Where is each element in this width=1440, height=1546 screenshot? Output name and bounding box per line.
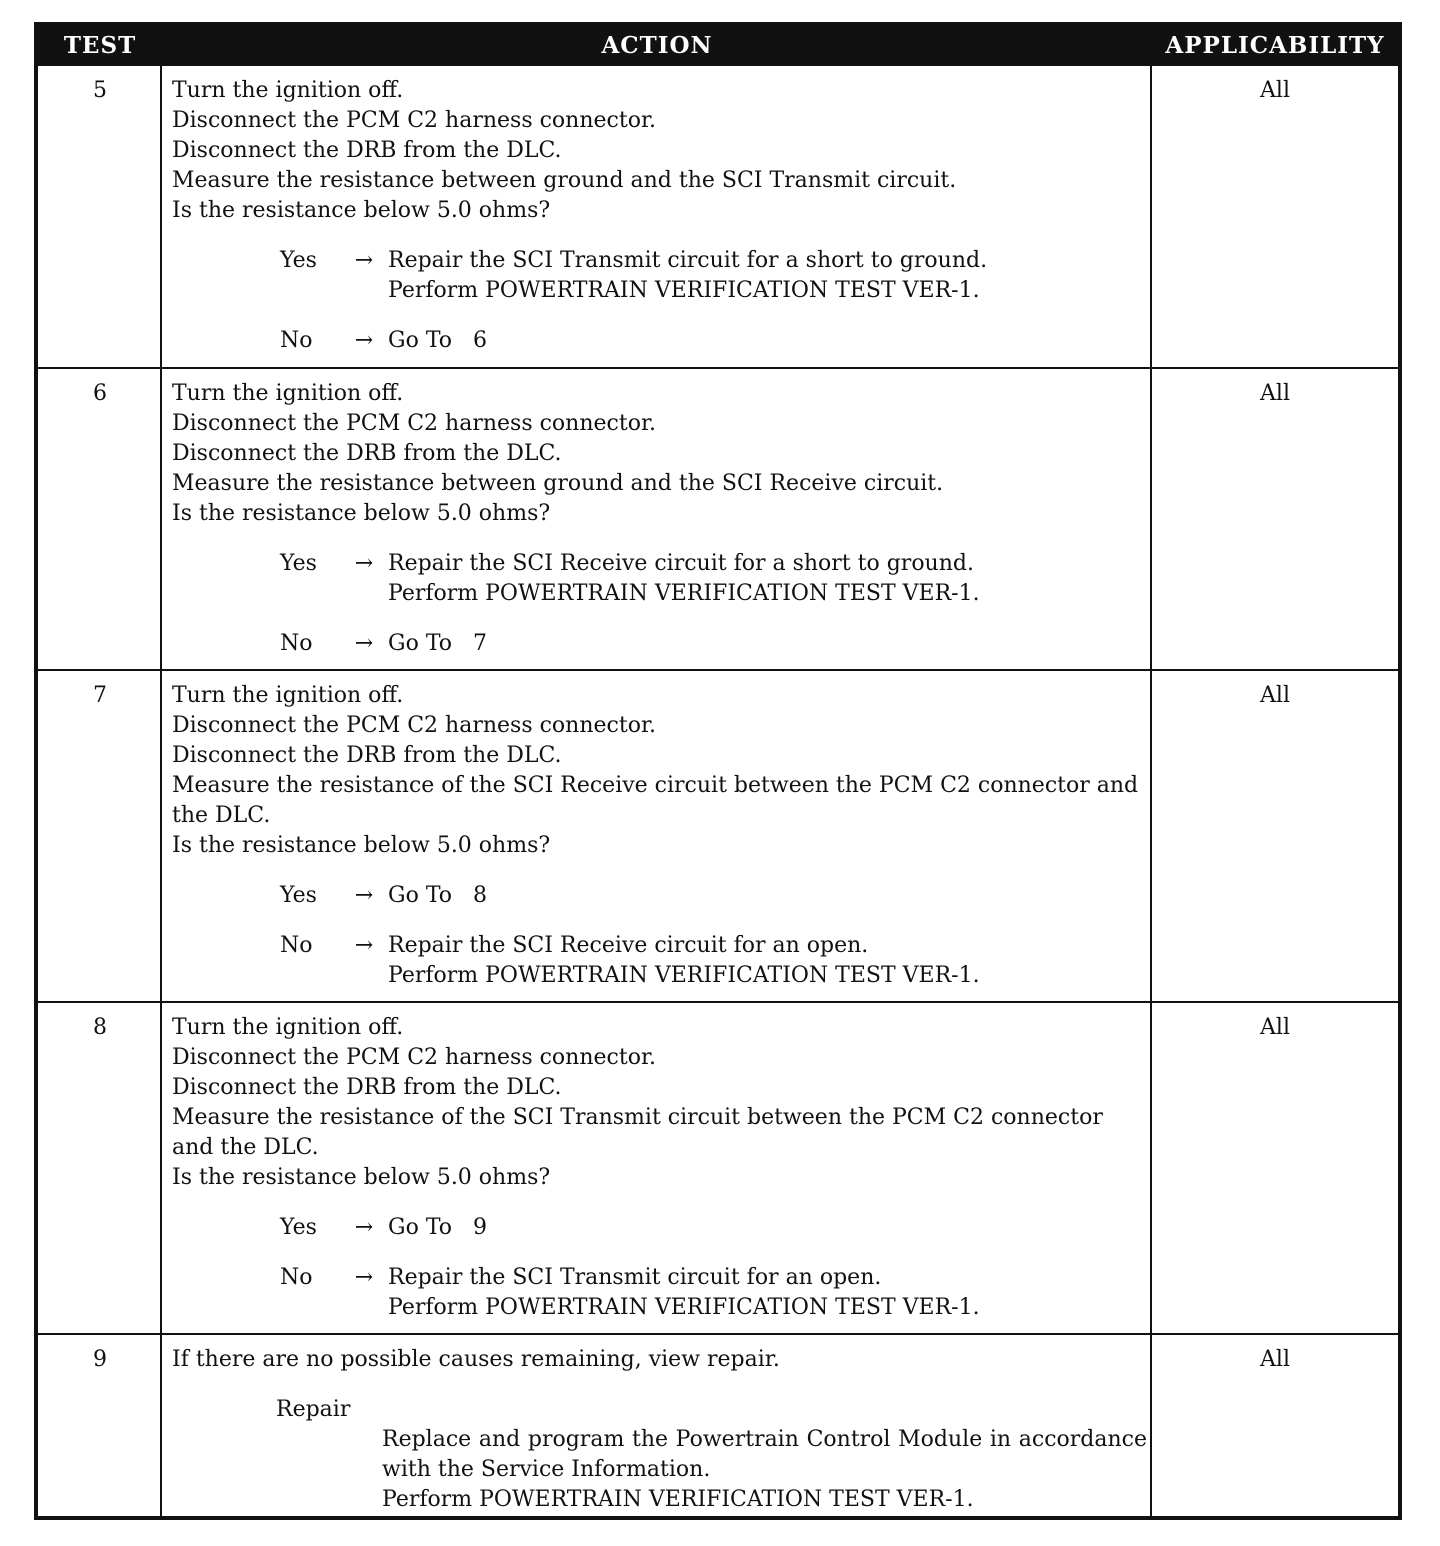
test-number: 9 xyxy=(93,1347,107,1372)
no-result xyxy=(172,1263,1147,1323)
no-label: No xyxy=(280,631,313,656)
step-line: Is the resistance below 5.0 ohms? xyxy=(172,833,551,858)
table-row-test-8 xyxy=(38,1001,1398,1333)
header-applicability: APPLICABILITY xyxy=(1165,32,1385,59)
yes-label: Yes xyxy=(280,551,317,576)
table-row-test-9 xyxy=(38,1333,1398,1516)
step-line: Turn the ignition off. xyxy=(172,683,404,708)
applicability-value: All xyxy=(1260,381,1290,406)
step-line: Is the resistance below 5.0 ohms? xyxy=(172,501,551,526)
applicability-value: All xyxy=(1260,1015,1290,1040)
no-result xyxy=(172,326,1147,356)
test-number: 5 xyxy=(93,78,107,103)
action-cell xyxy=(172,1345,1147,1515)
step-line: Disconnect the DRB from the DLC. xyxy=(172,743,562,768)
table-row-test-6 xyxy=(38,367,1398,669)
result-line: Perform POWERTRAIN VERIFICATION TEST VER-1. xyxy=(388,1295,980,1320)
arrow-right-icon: → xyxy=(354,883,374,908)
arrow-right-icon: → xyxy=(354,551,374,576)
action-cell xyxy=(172,1013,1147,1323)
step-line: Turn the ignition off. xyxy=(172,1015,404,1040)
repair-label: Repair xyxy=(276,1397,351,1422)
no-label: No xyxy=(280,328,313,353)
arrow-right-icon: → xyxy=(354,631,374,656)
header-test: TEST xyxy=(63,32,137,59)
result-line: Perform POWERTRAIN VERIFICATION TEST VER-1. xyxy=(388,963,980,988)
table-header xyxy=(38,26,1398,66)
step-line: Turn the ignition off. xyxy=(172,78,404,103)
yes-label: Yes xyxy=(280,1215,317,1240)
action-cell xyxy=(172,76,1147,356)
test-number: 7 xyxy=(93,683,107,708)
result-line: Go To 8 xyxy=(388,883,487,908)
no-result xyxy=(172,629,1147,659)
no-label: No xyxy=(280,1265,313,1290)
step-line: Disconnect the PCM C2 harness connector. xyxy=(172,108,657,133)
table-row-test-5 xyxy=(38,66,1398,367)
diagnostic-test-table xyxy=(34,22,1402,1520)
result-line: Go To 6 xyxy=(388,328,487,353)
step-line: Turn the ignition off. xyxy=(172,381,404,406)
result-line: Repair the SCI Transmit circuit for an open. xyxy=(388,1265,882,1290)
yes-result xyxy=(172,881,1147,911)
header-action: ACTION xyxy=(601,32,713,59)
arrow-right-icon: → xyxy=(354,933,374,958)
step-line: Measure the resistance between ground and the SCI Receive circuit. xyxy=(172,471,944,496)
step-line: Measure the resistance of the SCI Receive circuit between the PCM C2 connector and the DLC. xyxy=(172,773,1139,828)
result-line: Repair the SCI Receive circuit for an open. xyxy=(388,933,869,958)
action-cell xyxy=(172,379,1147,659)
yes-result xyxy=(172,549,1147,609)
result-line: Go To 9 xyxy=(388,1215,487,1240)
arrow-right-icon: → xyxy=(354,328,374,353)
step-line: Is the resistance below 5.0 ohms? xyxy=(172,1165,551,1190)
step-line: Disconnect the PCM C2 harness connector. xyxy=(172,1045,657,1070)
step-line: If there are no possible causes remaining, view repair. xyxy=(172,1347,780,1372)
applicability-value: All xyxy=(1260,78,1290,103)
result-line: Perform POWERTRAIN VERIFICATION TEST VER-1. xyxy=(388,278,980,303)
step-line: Disconnect the DRB from the DLC. xyxy=(172,138,562,163)
yes-result xyxy=(172,246,1147,306)
result-line: Repair the SCI Transmit circuit for a short to ground. xyxy=(388,248,988,273)
table-row-test-7 xyxy=(38,669,1398,1001)
step-line: Disconnect the PCM C2 harness connector. xyxy=(172,713,657,738)
result-line: Repair the SCI Receive circuit for a short to ground. xyxy=(388,551,974,576)
action-cell xyxy=(172,681,1147,991)
yes-label: Yes xyxy=(280,883,317,908)
test-number: 6 xyxy=(93,381,107,406)
repair-text: Replace and program the Powertrain Control Module in accordance with the Service Information. xyxy=(382,1427,1147,1482)
repair-text: Perform POWERTRAIN VERIFICATION TEST VER-1. xyxy=(382,1487,974,1512)
result-line: Perform POWERTRAIN VERIFICATION TEST VER-1. xyxy=(388,581,980,606)
test-number: 8 xyxy=(93,1015,107,1040)
step-line: Disconnect the PCM C2 harness connector. xyxy=(172,411,657,436)
step-line: Measure the resistance of the SCI Transmit circuit between the PCM C2 connector and the DLC. xyxy=(172,1105,1103,1160)
applicability-value: All xyxy=(1260,1347,1290,1372)
yes-result xyxy=(172,1213,1147,1243)
no-result xyxy=(172,931,1147,991)
arrow-right-icon: → xyxy=(354,1265,374,1290)
arrow-right-icon: → xyxy=(354,248,374,273)
arrow-right-icon: → xyxy=(354,1215,374,1240)
no-label: No xyxy=(280,933,313,958)
step-line: Is the resistance below 5.0 ohms? xyxy=(172,198,551,223)
step-line: Measure the resistance between ground and the SCI Transmit circuit. xyxy=(172,168,957,193)
yes-label: Yes xyxy=(280,248,317,273)
result-line: Go To 7 xyxy=(388,631,487,656)
step-line: Disconnect the DRB from the DLC. xyxy=(172,1075,562,1100)
applicability-value: All xyxy=(1260,683,1290,708)
step-line: Disconnect the DRB from the DLC. xyxy=(172,441,562,466)
